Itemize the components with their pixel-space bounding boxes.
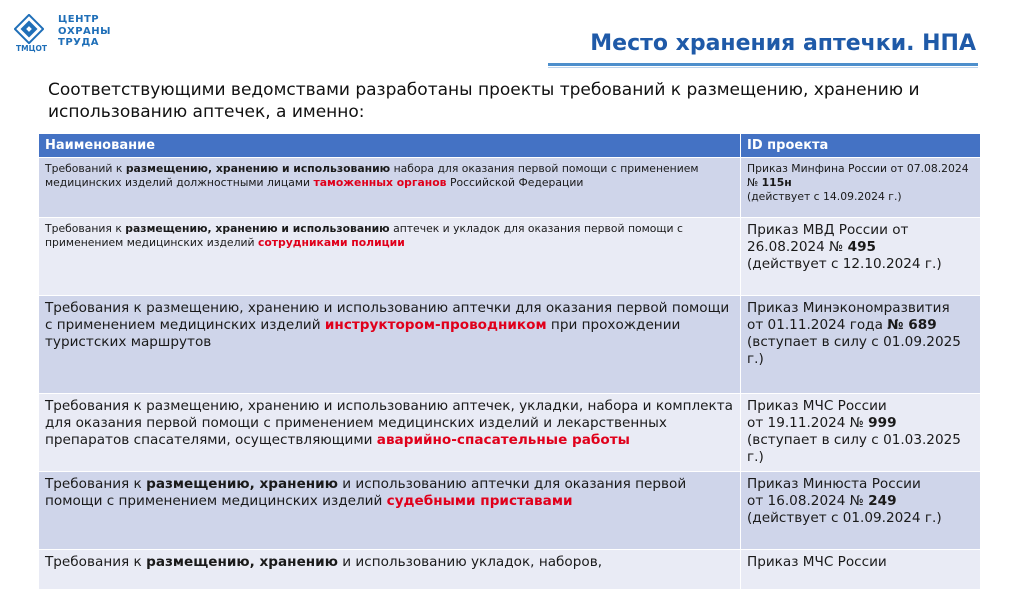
cell-id: Приказ Минэкономразвития от 01.11.2024 года № 689 (вступает в силу с 01.09.2025 г.) bbox=[741, 296, 981, 394]
cell-id: Приказ Минфина России от 07.08.2024 № 115н (действует с 14.09.2024 г.) bbox=[741, 158, 981, 218]
cell-name: Требования к размещению, хранению и использованию аптечек и укладок для оказания первой помощи с применением медицинских изделий сотрудниками полиции bbox=[39, 218, 741, 296]
header-id: ID проекта bbox=[741, 134, 981, 158]
logo-line-1: ЦЕНТР bbox=[58, 14, 100, 25]
logo bbox=[14, 14, 134, 54]
intro-text: Соответствующими ведомствами разработаны проекты требований к размещению, хранению и использованию аптечек, а именно: bbox=[48, 80, 920, 122]
logo-line-3: ТРУДА bbox=[58, 37, 100, 48]
table-header-row bbox=[39, 134, 981, 158]
cell-id: Приказ МВД России от 26.08.2024 № 495 (действует с 12.10.2024 г.) bbox=[741, 218, 981, 296]
table-row bbox=[39, 158, 981, 218]
table-row bbox=[39, 550, 981, 590]
table-row bbox=[39, 394, 981, 472]
table-row bbox=[39, 472, 981, 550]
title-underline-thin bbox=[548, 67, 978, 68]
cell-name: Требований к размещению, хранению и использованию набора для оказания первой помощи с применением медицинских изделий должностными лицами таможенных органов Российской Федерации bbox=[39, 158, 741, 218]
table-row bbox=[39, 218, 981, 296]
table-row bbox=[39, 296, 981, 394]
cell-id: Приказ Минюста России от 16.08.2024 № 249 (действует с 01.09.2024 г.) bbox=[741, 472, 981, 550]
title-underline bbox=[548, 63, 978, 66]
cell-name: Требования к размещению, хранению и использованию аптечек, укладки, набора и комплекта для оказания первой помощи с применением медицинских изделий и лекарственных препаратов спасателями, осуществляющими аварийно-спасательные работы bbox=[39, 394, 741, 472]
cell-name: Требования к размещению, хранению и использованию аптечки для оказания первой помощи с применением медицинских изделий инструктором-проводником при прохождении туристских маршрутов bbox=[39, 296, 741, 394]
logo-diamond-icon bbox=[14, 14, 44, 44]
cell-name: Требования к размещению, хранению и использованию укладок, наборов, bbox=[39, 550, 741, 590]
cell-name: Требования к размещению, хранению и использованию аптечки для оказания первой помощи с применением медицинских изделий судебными приставами bbox=[39, 472, 741, 550]
cell-id: Приказ МЧС России bbox=[741, 550, 981, 590]
logo-text bbox=[58, 14, 111, 49]
cell-id: Приказ МЧС России от 19.11.2024 № 999 (вступает в силу с 01.03.2025 г.) bbox=[741, 394, 981, 472]
header-name: Наименование bbox=[39, 134, 741, 158]
requirements-table bbox=[38, 133, 981, 590]
slide-title: Место хранения аптечки. НПА bbox=[590, 31, 976, 56]
logo-line-2: ОХРАНЫ bbox=[58, 25, 112, 37]
logo-abbreviation: ТМЦОТ bbox=[16, 44, 48, 53]
